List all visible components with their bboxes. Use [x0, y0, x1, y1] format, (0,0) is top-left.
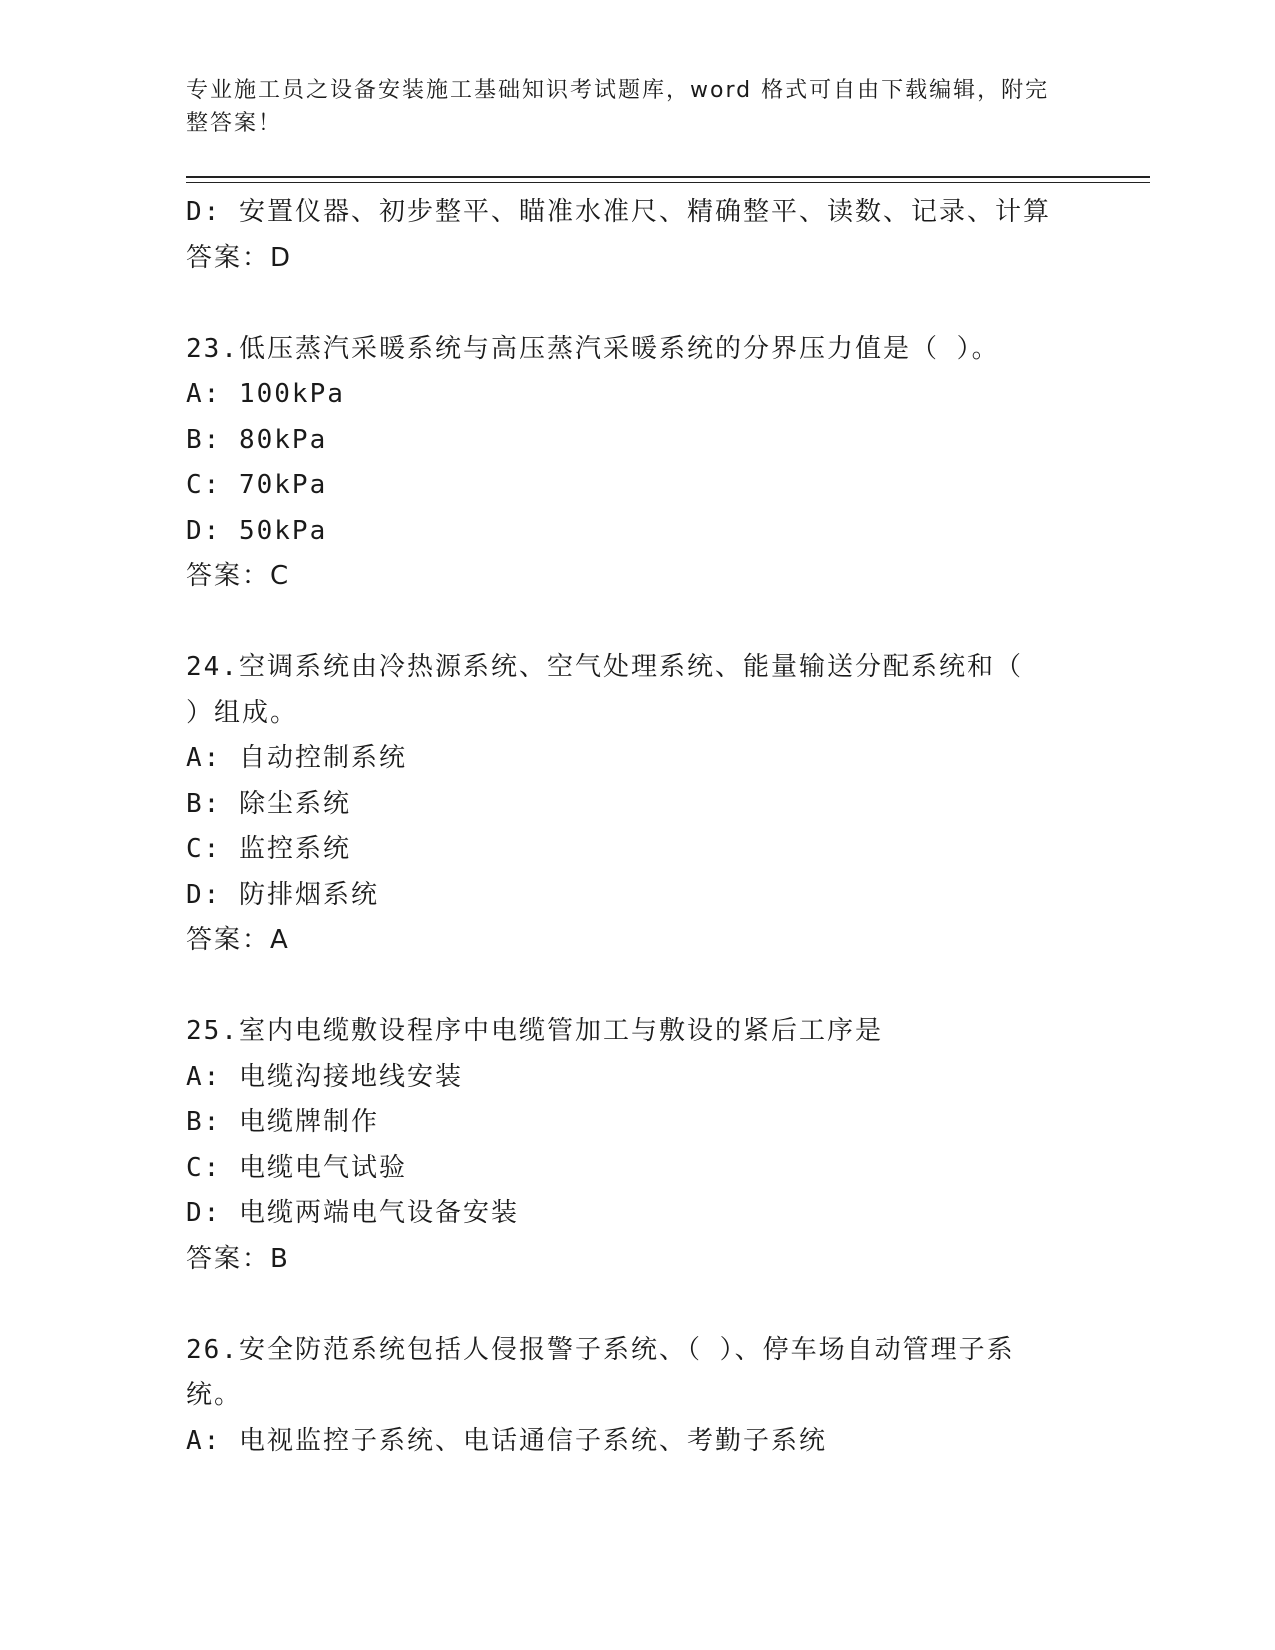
question-24-option-b: B: 除尘系统: [186, 788, 351, 819]
header-divider-thin: [186, 182, 1150, 183]
question-25-option-d: D: 电缆两端电气设备安装: [186, 1198, 519, 1228]
question-25-text: 25.室内电缆敷设程序中电缆管加工与敷设的紧后工序是: [186, 1016, 883, 1046]
question-list: [186, 190, 1086, 1464]
question-25-option-b: B: 电缆牌制作: [186, 1107, 379, 1137]
header-divider-thick: [186, 176, 1150, 178]
prev-option-d: D: 安置仪器、初步整平、瞄准水准尺、精确整平、读数、记录、计算: [186, 197, 1051, 227]
question-24-text-cont: ）组成。: [186, 697, 299, 728]
question-23-text: 23.低压蒸汽采暖系统与高压蒸汽采暖系统的分界压力值是（ ）。: [186, 333, 1000, 364]
question-25-option-c: C: 电缆电气试验: [186, 1152, 407, 1183]
question-23-option-a: A: 100kPa: [186, 379, 345, 409]
question-24-option-d: D: 防排烟系统: [186, 879, 379, 910]
header-line-2: 整答案！: [186, 111, 283, 136]
question-25-option-a: A: 电缆沟接地线安装: [186, 1061, 463, 1092]
prev-answer: 答案：D: [186, 242, 293, 273]
question-25-answer: 答案：B: [186, 1243, 290, 1274]
question-26-text: 26.安全防范系统包括人侵报警子系统、（ ）、停车场自动管理子系: [186, 1334, 1015, 1365]
question-26-text-cont: 统。: [186, 1380, 243, 1410]
question-26-option-a: A: 电视监控子系统、电话通信子系统、考勤子系统: [186, 1425, 827, 1456]
question-24-text: 24.空调系统由冷热源系统、空气处理系统、能量输送分配系统和（: [186, 652, 1023, 682]
question-23-option-c: C: 70kPa: [186, 470, 328, 500]
document-header: [186, 74, 1066, 140]
question-23-option-b: B: 80kPa: [186, 424, 328, 455]
question-24-answer: 答案：A: [186, 925, 290, 955]
question-24-option-c: C: 监控系统: [186, 834, 351, 864]
header-line-1: 专业施工员之设备安装施工基础知识考试题库，word 格式可自由下载编辑，附完: [186, 78, 1050, 103]
question-23-answer: 答案：C: [186, 561, 291, 591]
question-24-option-a: A: 自动控制系统: [186, 743, 407, 773]
question-23-option-d: D: 50kPa: [186, 515, 328, 546]
